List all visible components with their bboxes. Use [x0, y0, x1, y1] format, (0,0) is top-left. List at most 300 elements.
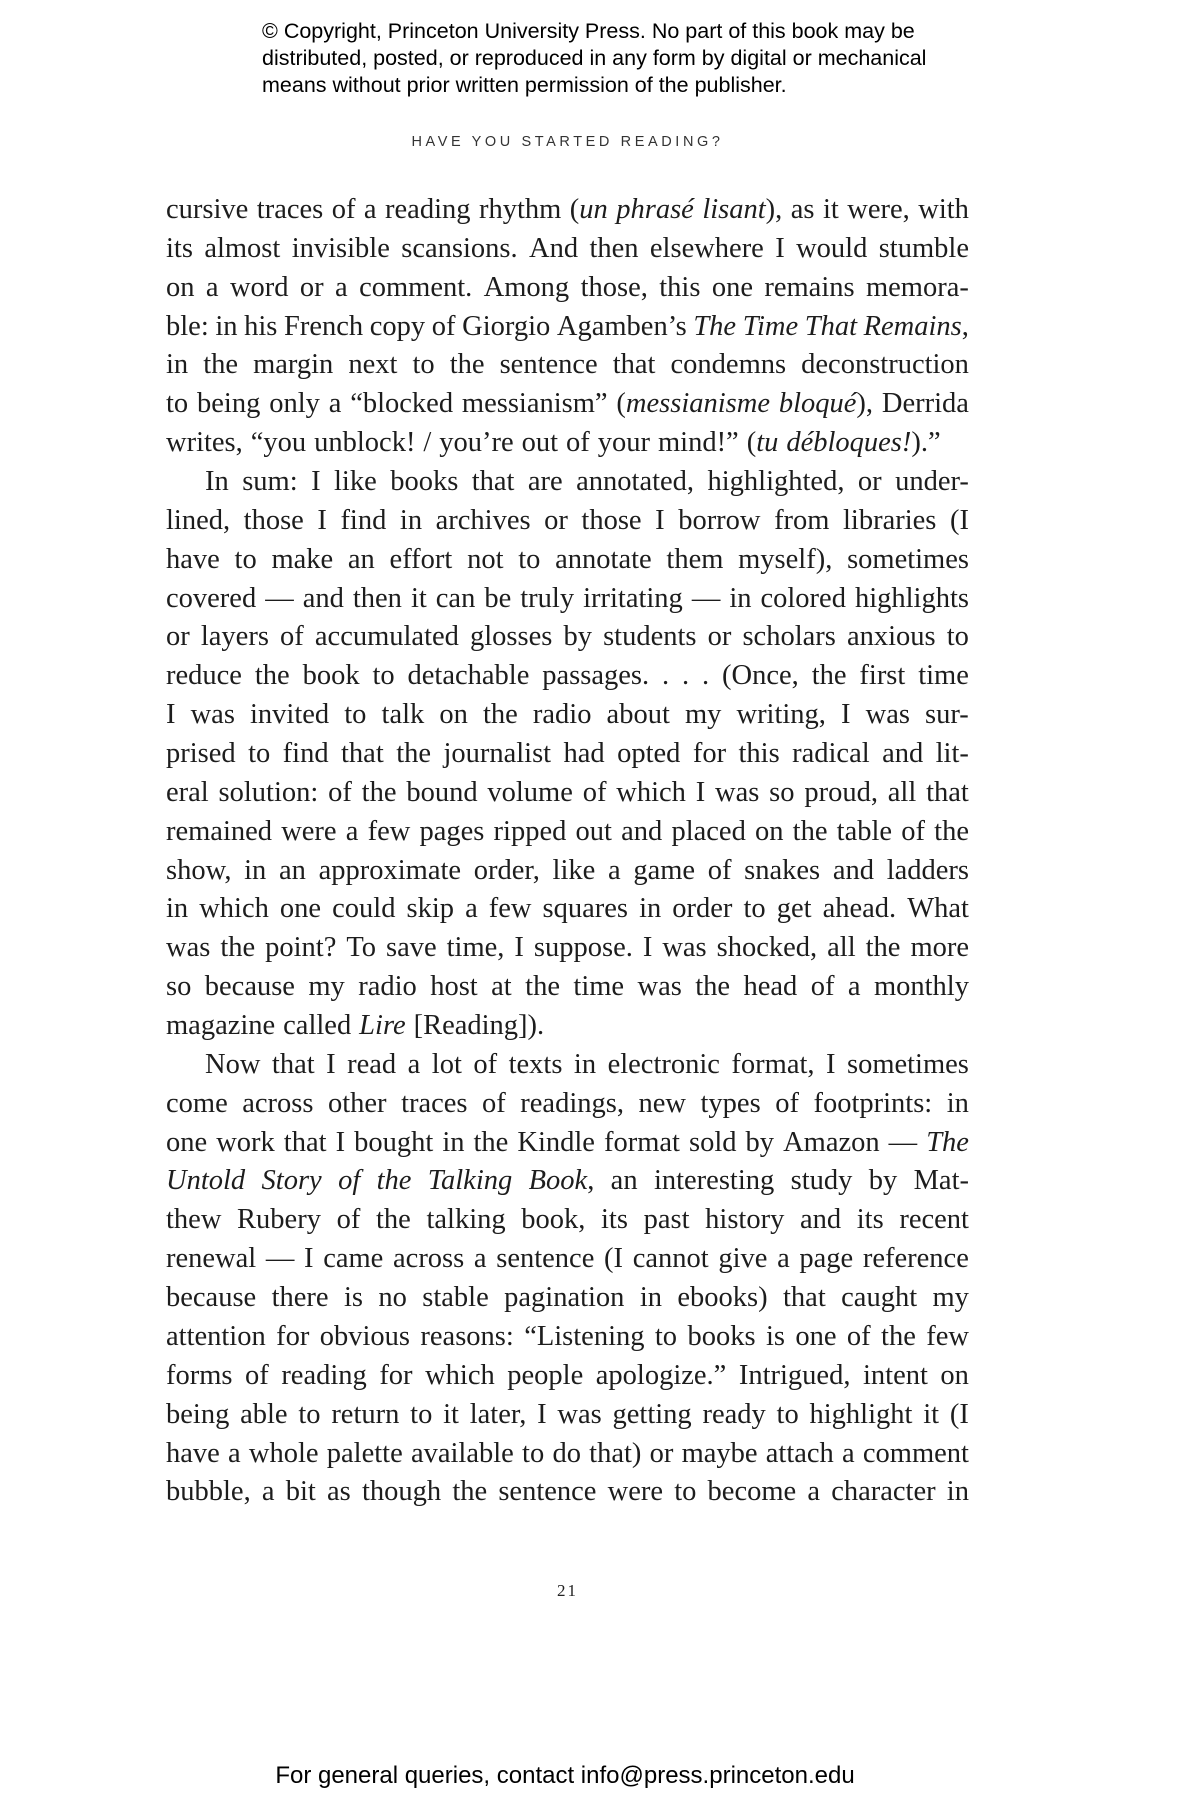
- word: forms: [166, 1359, 233, 1391]
- word: later,: [469, 1398, 527, 1430]
- word: (I: [949, 1398, 969, 1430]
- word: order,: [473, 854, 540, 886]
- word: on: [166, 271, 195, 303]
- word: it: [410, 582, 427, 614]
- word: or: [166, 621, 190, 653]
- text-line: [166, 541, 969, 580]
- word: copy: [369, 310, 426, 342]
- word: sentence: [499, 349, 598, 381]
- word: in: [729, 582, 752, 614]
- text-line: [166, 1357, 969, 1396]
- word: journalist: [443, 738, 552, 770]
- word: point?: [265, 932, 337, 964]
- word: invisible: [291, 232, 390, 264]
- word: was: [557, 1398, 602, 1430]
- word: table: [836, 815, 893, 847]
- text-line: [166, 1435, 969, 1474]
- word: to: [743, 893, 766, 925]
- word: Mat-: [913, 1165, 969, 1197]
- word: were,: [847, 194, 910, 225]
- word: read: [347, 1048, 397, 1080]
- word: annotated,: [576, 466, 695, 498]
- word: which: [616, 776, 686, 808]
- word: prised: [166, 738, 236, 770]
- word: (un: [569, 194, 608, 225]
- word: bought: [354, 1126, 434, 1158]
- word: or: [299, 271, 324, 303]
- word: irritating: [583, 582, 683, 614]
- word: or: [649, 1437, 674, 1469]
- word: in: [442, 1126, 465, 1158]
- word: show,: [166, 854, 232, 886]
- word: can: [435, 582, 476, 614]
- word: renewal: [166, 1243, 257, 1275]
- word: sur-: [925, 699, 969, 731]
- word: give: [718, 1243, 768, 1275]
- word: the: [695, 971, 731, 1003]
- word: one: [166, 1126, 208, 1158]
- word: my: [684, 699, 722, 731]
- word: I: [317, 504, 327, 536]
- word: .: [682, 660, 690, 692]
- word: “Listening: [524, 1320, 645, 1352]
- word: traces: [256, 194, 324, 225]
- word: sum:: [242, 466, 298, 498]
- word: ebooks): [677, 1282, 768, 1314]
- word: the: [811, 660, 847, 692]
- word: to: [372, 660, 395, 692]
- text-line: [166, 968, 969, 1007]
- word: have: [166, 1437, 220, 1469]
- word: I: [311, 466, 321, 498]
- word: the: [452, 1476, 488, 1508]
- word: deconstruction: [801, 349, 969, 381]
- word: squares: [542, 893, 629, 925]
- word: in: [639, 1282, 662, 1314]
- word: writes,: [166, 427, 243, 459]
- word: I: [304, 1243, 314, 1275]
- word: one: [795, 1320, 837, 1352]
- word: truly: [520, 582, 575, 614]
- word: then: [589, 232, 639, 264]
- word: my: [308, 971, 345, 1003]
- word: like: [334, 466, 377, 498]
- word: your: [597, 427, 651, 459]
- word: of: [775, 1087, 799, 1119]
- word: To: [346, 932, 377, 964]
- word: (Once,: [722, 660, 799, 692]
- text-line: [166, 191, 969, 230]
- word: of: [338, 1165, 361, 1197]
- word: snakes: [744, 854, 821, 886]
- word: one: [711, 271, 753, 303]
- word: that: [783, 1282, 826, 1314]
- word: across: [393, 1243, 465, 1275]
- word: suppose.: [533, 932, 633, 964]
- text-line: [166, 1124, 969, 1163]
- word: interesting: [653, 1165, 775, 1197]
- page-number: 21: [557, 1581, 578, 1600]
- word: “you: [250, 427, 307, 459]
- text-line: [166, 1318, 969, 1357]
- word: mind!”: [657, 427, 739, 459]
- word: find: [282, 738, 329, 770]
- word: books: [687, 1320, 756, 1352]
- word: are: [527, 466, 563, 498]
- word: for: [379, 1359, 413, 1391]
- word: reading: [385, 194, 471, 225]
- word: the: [473, 1126, 509, 1158]
- word: though: [361, 1476, 442, 1508]
- word: readings,: [520, 1087, 624, 1119]
- word: because: [166, 1282, 257, 1314]
- text-line: [166, 1240, 969, 1279]
- word: a: [407, 1048, 421, 1080]
- word: highlights: [854, 582, 969, 614]
- word: in: [399, 504, 423, 536]
- word: reduce: [166, 660, 242, 692]
- word: footprints:: [813, 1087, 933, 1119]
- word: And: [528, 232, 579, 264]
- word: writing,: [736, 699, 826, 731]
- word: passages.: [542, 660, 650, 692]
- word: you’re: [439, 427, 514, 459]
- word: to: [518, 543, 541, 575]
- word: the: [449, 349, 485, 381]
- word: (messianisme: [616, 388, 770, 420]
- text-line: [166, 1201, 969, 1240]
- word: Talking: [427, 1165, 513, 1197]
- text-line: [166, 1046, 969, 1085]
- word: —: [888, 1126, 918, 1158]
- word: attach: [765, 1437, 834, 1469]
- word: word: [229, 271, 289, 303]
- word: out: [575, 815, 612, 847]
- word: placed: [671, 815, 746, 847]
- word: game: [633, 854, 696, 886]
- word: time,: [446, 932, 505, 964]
- word: on: [940, 1359, 969, 1391]
- word: time: [573, 971, 625, 1003]
- word: a: [345, 815, 359, 847]
- word: few: [488, 893, 532, 925]
- word: pagination: [504, 1282, 625, 1314]
- text-line: [166, 1279, 969, 1318]
- word: apologize.”: [595, 1359, 727, 1391]
- word: intent: [862, 1359, 928, 1391]
- word: lined,: [166, 504, 231, 536]
- word: host: [430, 971, 478, 1003]
- word: .: [702, 660, 710, 692]
- word: the: [254, 660, 290, 692]
- word: was: [865, 699, 910, 731]
- word: reading: [281, 1359, 367, 1391]
- word: /: [423, 427, 432, 459]
- word: I: [166, 699, 176, 731]
- word: history: [705, 1204, 785, 1236]
- word: books: [390, 466, 459, 498]
- text-line: [166, 696, 969, 735]
- word: sold: [688, 1126, 737, 1158]
- word: other: [327, 1087, 387, 1119]
- word: radio: [358, 971, 417, 1003]
- word: [Reading]).: [413, 1010, 545, 1042]
- word: to: [248, 738, 271, 770]
- word: do: [552, 1437, 581, 1469]
- word: study: [790, 1165, 853, 1197]
- word: make: [271, 543, 334, 575]
- word: to: [674, 1476, 697, 1508]
- word: cursive: [166, 194, 249, 225]
- word: to: [654, 1320, 678, 1352]
- word: of: [582, 776, 607, 808]
- word: Giorgio: [462, 310, 551, 342]
- word: monthly: [873, 971, 969, 1003]
- word: a: [205, 271, 219, 303]
- word: scansions.: [401, 232, 518, 264]
- word: like: [552, 854, 596, 886]
- word: is: [343, 1282, 363, 1314]
- word: ripped: [493, 815, 567, 847]
- word: bit: [285, 1476, 316, 1508]
- text-line: [166, 735, 969, 774]
- word: as: [327, 1476, 351, 1508]
- word: book: [302, 660, 360, 692]
- word: to: [298, 1398, 321, 1430]
- word: of: [245, 1359, 269, 1391]
- word: a: [807, 1476, 821, 1508]
- word: to: [412, 349, 435, 381]
- word: an: [279, 854, 306, 886]
- copyright-line: distributed, posted, or reproduced in any form by digital or mechanical: [262, 46, 927, 70]
- word: that: [341, 738, 384, 770]
- word: of: [707, 854, 732, 886]
- word: Time: [742, 310, 799, 342]
- text-line: [166, 463, 969, 502]
- word: next: [348, 349, 398, 381]
- word: a: [363, 194, 377, 225]
- word: of: [331, 194, 356, 225]
- word: almost: [204, 232, 281, 264]
- word: only: [269, 388, 320, 420]
- word: were: [607, 1476, 663, 1508]
- word: bubble,: [166, 1476, 251, 1508]
- word: lisant),: [702, 194, 783, 225]
- word: a: [328, 388, 342, 420]
- word: its: [601, 1204, 628, 1236]
- text-line: [166, 774, 969, 813]
- text-line: [166, 346, 969, 385]
- word: sometimes: [846, 1048, 969, 1080]
- word: come: [166, 1087, 228, 1119]
- word: stable: [422, 1282, 489, 1314]
- word: obvious: [319, 1320, 411, 1352]
- word: them: [666, 543, 724, 575]
- word: the: [881, 1320, 916, 1352]
- word: and: [799, 1204, 842, 1236]
- word: as: [790, 194, 815, 225]
- word: volume: [487, 776, 573, 808]
- word: find: [340, 504, 387, 536]
- word: book,: [521, 1204, 586, 1236]
- word: new: [638, 1087, 686, 1119]
- word: being: [197, 388, 261, 420]
- word: was: [715, 776, 760, 808]
- word: was: [166, 932, 211, 964]
- word: lot: [431, 1048, 462, 1080]
- text-line: [166, 1473, 969, 1512]
- word: lit-: [935, 738, 969, 770]
- word: bound: [406, 776, 478, 808]
- word: effort: [389, 543, 453, 575]
- word: skip: [406, 893, 455, 925]
- word: to: [946, 621, 969, 653]
- word: a: [473, 1243, 487, 1275]
- word: I: [514, 932, 524, 964]
- text-line: [166, 580, 969, 619]
- word: so: [166, 971, 192, 1003]
- word: I: [826, 1048, 836, 1080]
- text-line: [166, 424, 969, 463]
- text-line: [166, 929, 969, 968]
- word: past: [643, 1204, 690, 1236]
- word: of: [846, 1320, 871, 1352]
- word: detachable: [407, 660, 530, 692]
- word: the: [396, 738, 432, 770]
- word: the: [525, 971, 560, 1003]
- word: covered: [166, 582, 257, 614]
- word: —: [691, 582, 721, 614]
- word: by: [868, 1165, 898, 1197]
- word: return: [331, 1398, 400, 1430]
- word: types: [700, 1087, 761, 1119]
- word: time: [918, 660, 969, 692]
- word: attention: [166, 1320, 266, 1352]
- word: comment: [862, 1437, 969, 1469]
- word: archives: [435, 504, 531, 536]
- word: texts: [508, 1048, 563, 1080]
- word: there: [271, 1282, 329, 1314]
- word: were: [281, 815, 337, 847]
- word: annotate: [555, 543, 652, 575]
- word: a: [842, 1437, 855, 1469]
- word: sometimes: [847, 543, 969, 575]
- word: invited: [250, 699, 330, 731]
- word: whole: [248, 1437, 319, 1469]
- footer-contact: For general queries, contact info@press.princeton.edu: [275, 1762, 855, 1789]
- word: to: [776, 1398, 799, 1430]
- word: glosses: [470, 621, 553, 653]
- word: stumble: [878, 232, 969, 264]
- word: in: [166, 893, 189, 925]
- word: I: [335, 1126, 346, 1158]
- word: that: [283, 1126, 327, 1158]
- word: all: [827, 932, 856, 964]
- word: a: [261, 1476, 275, 1508]
- word: anxious: [846, 621, 936, 653]
- word: the: [375, 1204, 411, 1236]
- word: traces: [401, 1087, 468, 1119]
- word: the: [376, 1165, 412, 1197]
- word: which: [199, 893, 269, 925]
- word: condemns: [670, 349, 787, 381]
- word: Derrida: [881, 388, 969, 420]
- word: those: [581, 504, 642, 536]
- word: this: [738, 738, 780, 770]
- text-line: [166, 618, 969, 657]
- word: What: [907, 893, 969, 925]
- word: it: [822, 194, 839, 225]
- text-line: [166, 308, 969, 347]
- word: I: [537, 1398, 547, 1430]
- word: remains: [764, 271, 855, 303]
- word: highlighted,: [707, 466, 845, 498]
- word: called: [283, 1010, 352, 1042]
- word: work: [216, 1126, 275, 1158]
- word: to: [522, 1437, 545, 1469]
- word: for: [276, 1320, 310, 1352]
- word: it: [443, 1398, 459, 1430]
- word: magazine: [166, 1010, 276, 1042]
- word: remained: [166, 815, 273, 847]
- word: a: [465, 893, 478, 925]
- word: people: [507, 1359, 584, 1391]
- word: had: [563, 738, 605, 770]
- word: sentence: [498, 1476, 597, 1508]
- word: an: [347, 543, 375, 575]
- word: was: [190, 699, 235, 731]
- text-line: [166, 813, 969, 852]
- word: save: [386, 932, 437, 964]
- word: with: [918, 194, 969, 225]
- word: its: [166, 232, 193, 264]
- word: or: [857, 466, 882, 498]
- word: so: [769, 776, 795, 808]
- word: came: [323, 1243, 384, 1275]
- word: of: [280, 621, 304, 653]
- word: margin: [253, 349, 334, 381]
- word: radio: [532, 699, 592, 731]
- word: could: [332, 893, 396, 925]
- word: that: [926, 776, 969, 808]
- word: That: [804, 310, 858, 342]
- word: accumulated: [314, 621, 459, 653]
- word: from: [774, 504, 830, 536]
- word: by: [563, 621, 592, 653]
- word: out: [521, 427, 559, 459]
- word: ladders: [886, 854, 969, 886]
- word: reasons:: [420, 1320, 514, 1352]
- word: or: [544, 504, 568, 536]
- text-line: [166, 502, 969, 541]
- word: phrasé: [616, 194, 694, 225]
- word: no: [378, 1282, 407, 1314]
- word: a: [607, 854, 621, 886]
- word: about: [606, 699, 670, 731]
- word: I: [775, 232, 785, 264]
- word: scholars: [742, 621, 836, 653]
- text-line: [166, 230, 969, 269]
- word: all: [887, 776, 917, 808]
- word: layers: [200, 621, 269, 653]
- text-line: [166, 1162, 969, 1201]
- word: it: [923, 1398, 940, 1430]
- word: I: [655, 504, 665, 536]
- word: on: [755, 815, 784, 847]
- text-line: [166, 657, 969, 696]
- word: ready: [702, 1398, 766, 1430]
- text-line: [166, 890, 969, 929]
